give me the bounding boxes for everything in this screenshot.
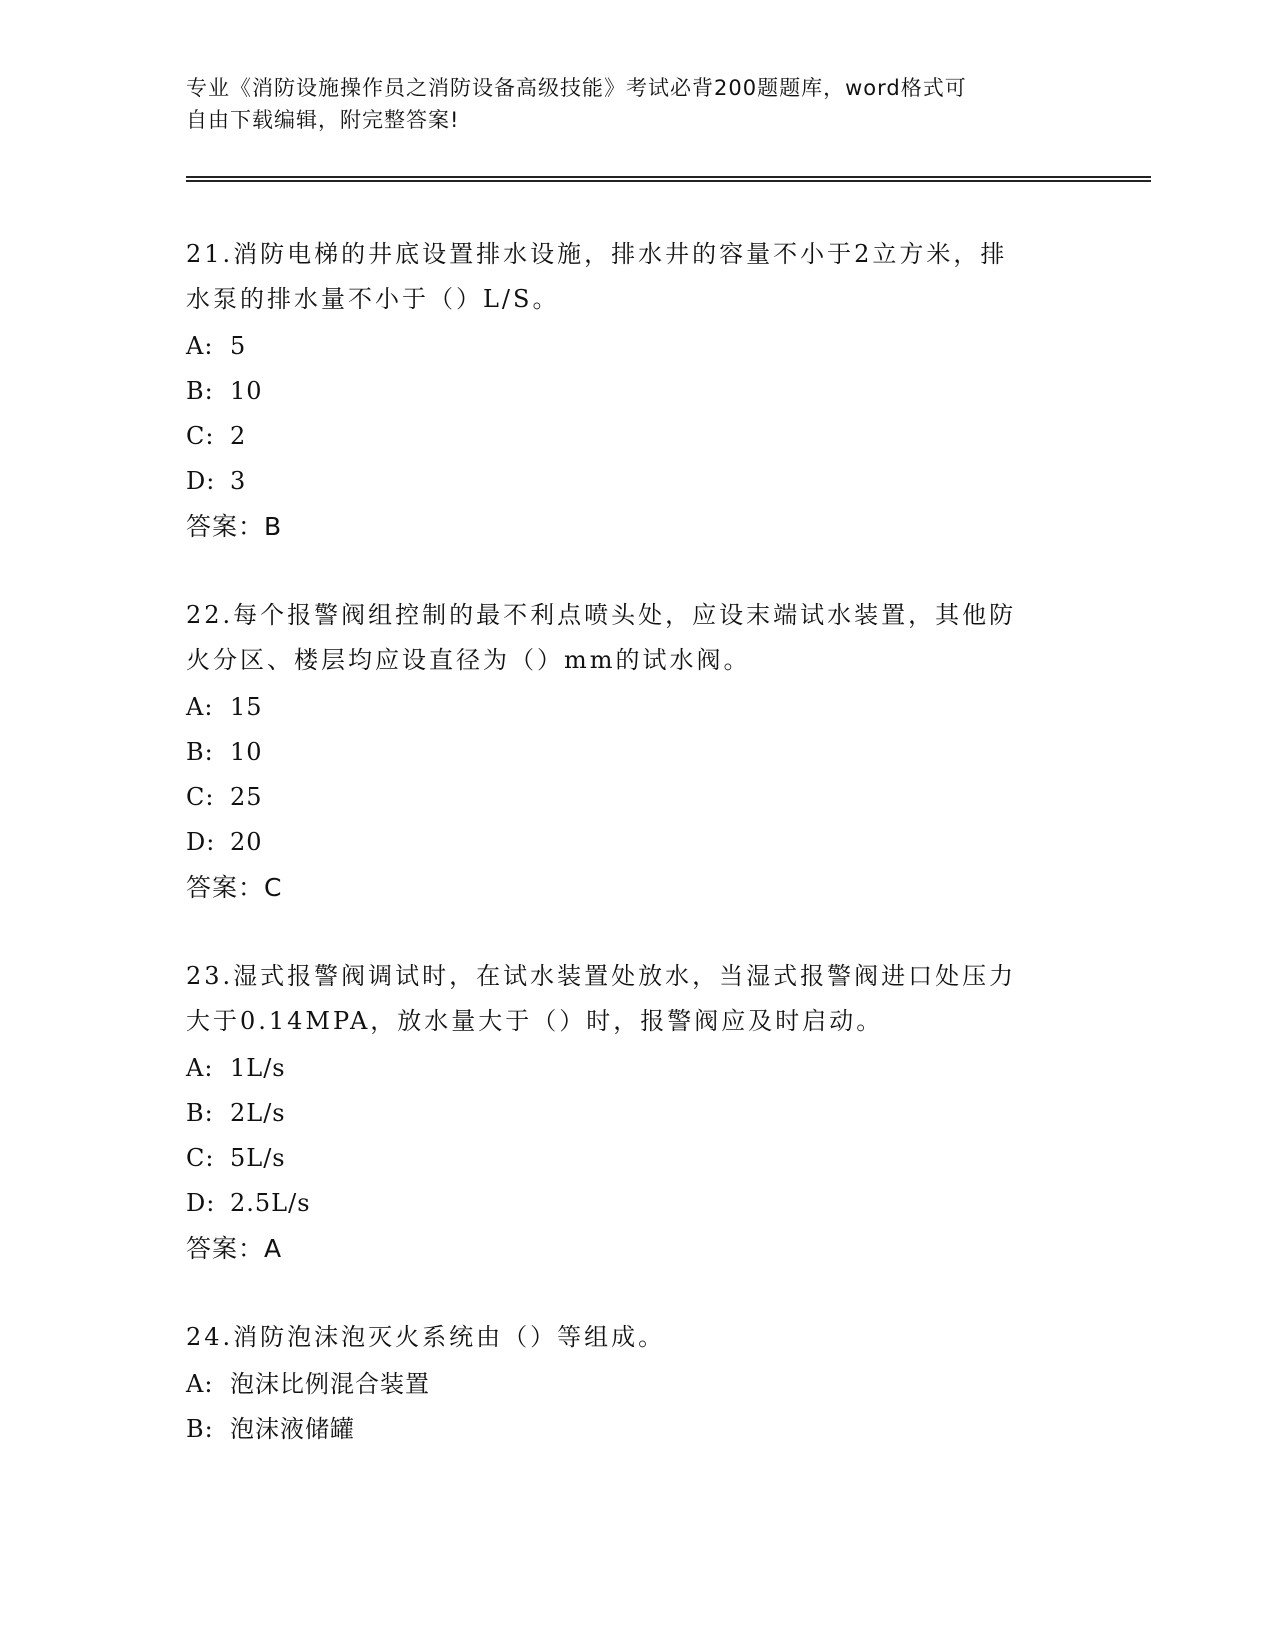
option-letter: B: [186,1099,214,1127]
question-stem-line: 23.湿式报警阀调试时，在试水装置处放水，当湿式报警阀进口处压力 [186,962,1017,990]
option-letter: C: [186,783,215,811]
option-c [186,414,1086,459]
option-text: 1L/s [230,1054,286,1082]
option-d [186,1181,1086,1226]
option-letter: B: [186,738,214,766]
option-letter: C: [186,1144,215,1172]
option-text: 5L/s [230,1144,286,1172]
option-letter: B: [186,1415,214,1443]
question-stem [186,954,1086,1044]
question-stem-line: 24.消防泡沫泡灭火系统由（）等组成。 [186,1323,666,1351]
option-text: 2.5L/s [230,1189,311,1217]
question-stem-line: 21.消防电梯的井底设置排水设施，排水井的容量不小于2立方米，排 [186,240,1008,268]
option-letter: A: [186,693,214,721]
question-stem-line: 火分区、楼层均应设直径为（）mm的试水阀。 [186,646,751,674]
option-b [186,1407,1086,1452]
document-header [186,72,1066,136]
option-letter: A: [186,332,214,360]
option-text: 泡沫比例混合装置 [230,1370,430,1398]
option-text: 2L/s [230,1099,286,1127]
answer-text: 答案：A [186,1234,283,1263]
option-letter: A: [186,1054,214,1082]
option-d [186,459,1086,504]
question-22 [186,593,1086,910]
option-letter: C: [186,422,215,450]
option-text: 3 [230,467,247,495]
option-text: 2 [230,422,247,450]
question-stem-line: 水泵的排水量不小于（）L/S。 [186,285,560,313]
option-c [186,1136,1086,1181]
question-stem-line: 22.每个报警阀组控制的最不利点喷头处，应设末端试水装置，其他防 [186,601,1017,629]
question-stem [186,232,1086,322]
question-stem [186,1315,1086,1360]
question-stem [186,593,1086,683]
option-letter: A: [186,1370,214,1398]
option-b [186,369,1086,414]
question-24 [186,1315,1086,1452]
question-stem-line: 大于0.14MPA，放水量大于（）时，报警阀应及时启动。 [186,1007,884,1035]
option-a [186,324,1086,369]
option-text: 5 [230,332,247,360]
question-21 [186,232,1086,549]
option-letter: D: [186,467,216,495]
option-b [186,730,1086,775]
option-b [186,1091,1086,1136]
option-text: 25 [230,783,263,811]
header-line-2: 自由下载编辑，附完整答案! [186,108,460,132]
option-text: 泡沫液储罐 [230,1415,355,1443]
option-text: 10 [230,738,263,766]
option-text: 15 [230,693,263,721]
header-line-1: 专业《消防设施操作员之消防设备高级技能》考试必背200题题库，word格式可 [186,76,967,100]
option-text: 20 [230,828,263,856]
question-list [186,232,1086,1496]
option-a [186,1046,1086,1091]
option-a [186,685,1086,730]
option-c [186,775,1086,820]
answer-text: 答案：B [186,512,283,541]
option-letter: D: [186,828,216,856]
option-a [186,1362,1086,1407]
option-text: 10 [230,377,263,405]
answer-text: 答案：C [186,873,283,902]
option-letter: B: [186,377,214,405]
header-divider [186,176,1151,182]
option-d [186,820,1086,865]
question-23 [186,954,1086,1271]
option-letter: D: [186,1189,216,1217]
